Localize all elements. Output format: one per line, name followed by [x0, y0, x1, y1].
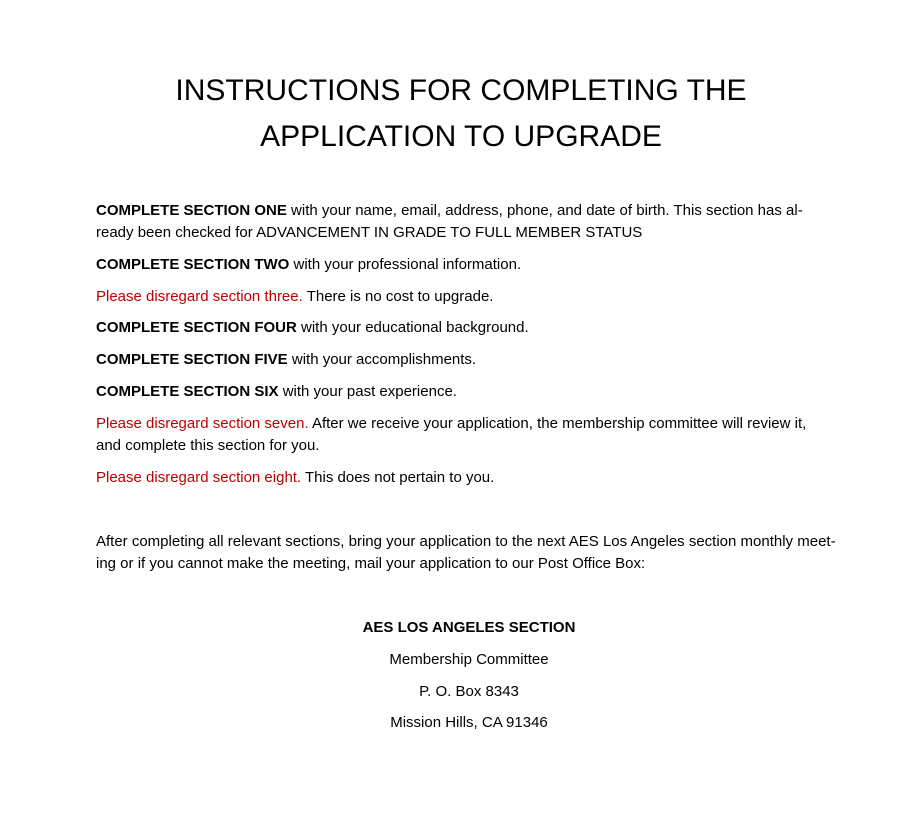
section-two-text: with your professional information. — [289, 256, 522, 273]
address-city: Mission Hills, CA 91346 — [390, 714, 548, 731]
section-one-text: with your name, email, address, phone, and date of birth. This section has al- — [286, 202, 803, 219]
section-one-heading: COMPLETE SECTION ONE — [96, 202, 287, 219]
section-four-text: with your educational background. — [296, 319, 529, 336]
section-eight-instruction — [96, 467, 836, 489]
section-four-instruction — [96, 317, 836, 339]
section-five-heading: COMPLETE SECTION FIVE — [96, 351, 288, 368]
section-seven-line-2: and complete this section for you. — [96, 437, 320, 454]
section-seven-instruction — [96, 413, 836, 457]
address-department: Membership Committee — [389, 651, 549, 668]
section-three-disregard: Please disregard section three. — [96, 288, 303, 305]
page-title-line-1: INSTRUCTIONS FOR COMPLETING THE — [175, 74, 747, 107]
closing-line-1: After completing all relevant sections, bring your application to the next AES Los Angeles section monthly meet- — [96, 533, 836, 550]
closing-paragraph — [96, 531, 836, 575]
section-six-instruction — [96, 381, 836, 403]
closing-line-2: ing or if you cannot make the meeting, mail your application to our Post Office Box: — [96, 555, 646, 572]
page-title-line-2: APPLICATION TO UPGRADE — [260, 120, 662, 153]
section-three-text: There is no cost to upgrade. — [302, 288, 494, 305]
section-four-heading: COMPLETE SECTION FOUR — [96, 319, 297, 336]
section-five-instruction — [96, 349, 836, 371]
section-one-line-1 — [96, 200, 836, 222]
section-seven-text: After we receive your application, the membership committee will review it, — [308, 415, 807, 432]
section-two-instruction — [96, 254, 836, 276]
address-po-box: P. O. Box 8343 — [419, 683, 519, 700]
section-eight-disregard: Please disregard section eight. — [96, 469, 302, 486]
section-one-line-2: ready been checked for ADVANCEMENT IN GRADE TO FULL MEMBER STATUS — [96, 224, 643, 241]
section-six-heading: COMPLETE SECTION SIX — [96, 383, 279, 400]
section-one-instruction — [96, 200, 836, 244]
section-three-instruction — [96, 286, 836, 308]
address-organization: AES LOS ANGELES SECTION — [362, 619, 576, 636]
section-eight-text: This does not pertain to you. — [301, 469, 495, 486]
section-seven-disregard: Please disregard section seven. — [96, 415, 309, 432]
section-seven-line-1 — [96, 413, 836, 435]
section-five-text: with your accomplishments. — [287, 351, 477, 368]
section-two-heading: COMPLETE SECTION TWO — [96, 256, 290, 273]
section-six-text: with your past experience. — [278, 383, 457, 400]
